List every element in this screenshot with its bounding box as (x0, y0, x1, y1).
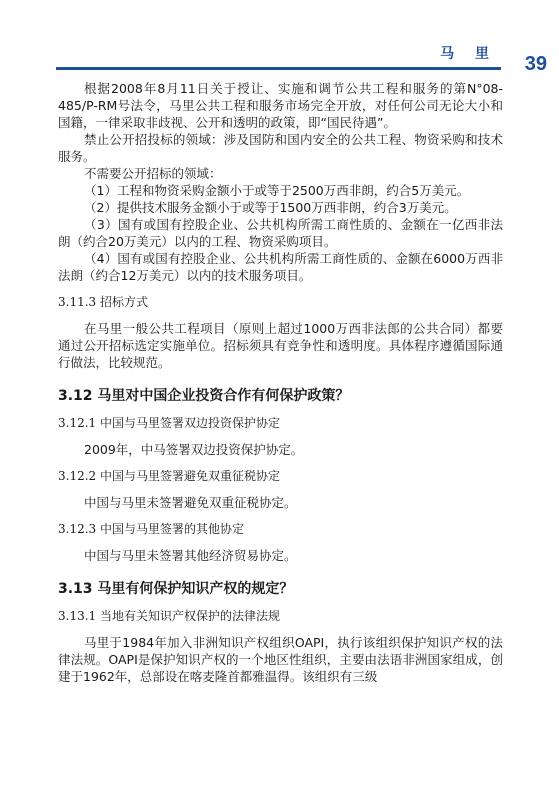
subheading-3-12-1: 3.12.1 中国与马里签署双边投资保护协定 (58, 416, 280, 430)
paragraph-tender-method: 在马里一般公共工程项目（原则上超过1000万西非法郎的公共合同）都要通过公开招标选定实施单位。招标须具有竞争性和透明度。具体程序遵循国际通行做法，比较规范。 (58, 321, 503, 370)
page-header (0, 0, 559, 80)
running-title: 马 里 (440, 46, 497, 62)
section-heading-3-12: 3.12 马里对中国企业投资合作有何保护政策？ (58, 388, 350, 404)
list-item-4: （4）国有或国有控股企业、公共机构所需工商性质的、金额在6000万西非法朗（约合12万美元）以内的技术服务项目。 (58, 251, 503, 283)
paragraph-exempt-fields: 不需要公开招标的领域： (84, 166, 222, 181)
section-heading-3-13: 3.13 马里有何保护知识产权的规定？ (58, 581, 294, 597)
paragraph-double-tax: 中国与马里未签署避免双重征税协定。 (84, 495, 297, 510)
paragraph-ip-oapi: 马里于1984年加入非洲知识产权组织OAPI，执行该组织保护知识产权的法律法规。OAPI是保护知识产权的一个地区性组织，主要由法语非洲国家组成，创建于1962年，总部设在喀麦隆首都雅温得。该组织有三级 (58, 635, 503, 684)
page-number: 39 (524, 53, 547, 75)
page-body (58, 80, 503, 685)
paragraph-legal-basis: 根据2008年8月11日关于授让、实施和调节公共工程和服务的第N°08-485/P-RM号法令，马里公共工程和服务市场完全开放，对任何公司无论大小和国籍，一律采取非歧视、公开和透明的政策，即“国民待遇”。 (58, 81, 503, 130)
subheading-3-11-3: 3.11.3 招标方式 (58, 295, 148, 309)
subheading-3-13-1: 3.13.1 当地有关知识产权保护的法律法规 (58, 609, 280, 623)
list-item-2: （2）提供技术服务金额小于或等于1500万西非朗，约合3万美元。 (84, 200, 457, 215)
paragraph-prohibited-fields: 禁止公开招投标的领域：涉及国防和国内安全的公共工程、物资采购和技术服务。 (58, 132, 503, 164)
paragraph-investment-treaty: 2009年，中马签署双边投资保护协定。 (84, 442, 304, 457)
paragraph-other-agreements: 中国与马里未签署其他经济贸易协定。 (84, 548, 297, 563)
subheading-3-12-2: 3.12.2 中国与马里签署避免双重征税协定 (58, 469, 280, 483)
list-item-1: （1）工程和物资采购金额小于或等于2500万西非朗，约合5万美元。 (84, 183, 470, 198)
subheading-3-12-3: 3.12.3 中国与马里签署的其他协定 (58, 522, 244, 536)
list-item-3: （3）国有或国有控股企业、公共机构所需工商性质的、金额在一亿西非法朗（约合20万美元）以内的工程、物资采购项目。 (58, 217, 503, 249)
header-rule (56, 67, 501, 70)
